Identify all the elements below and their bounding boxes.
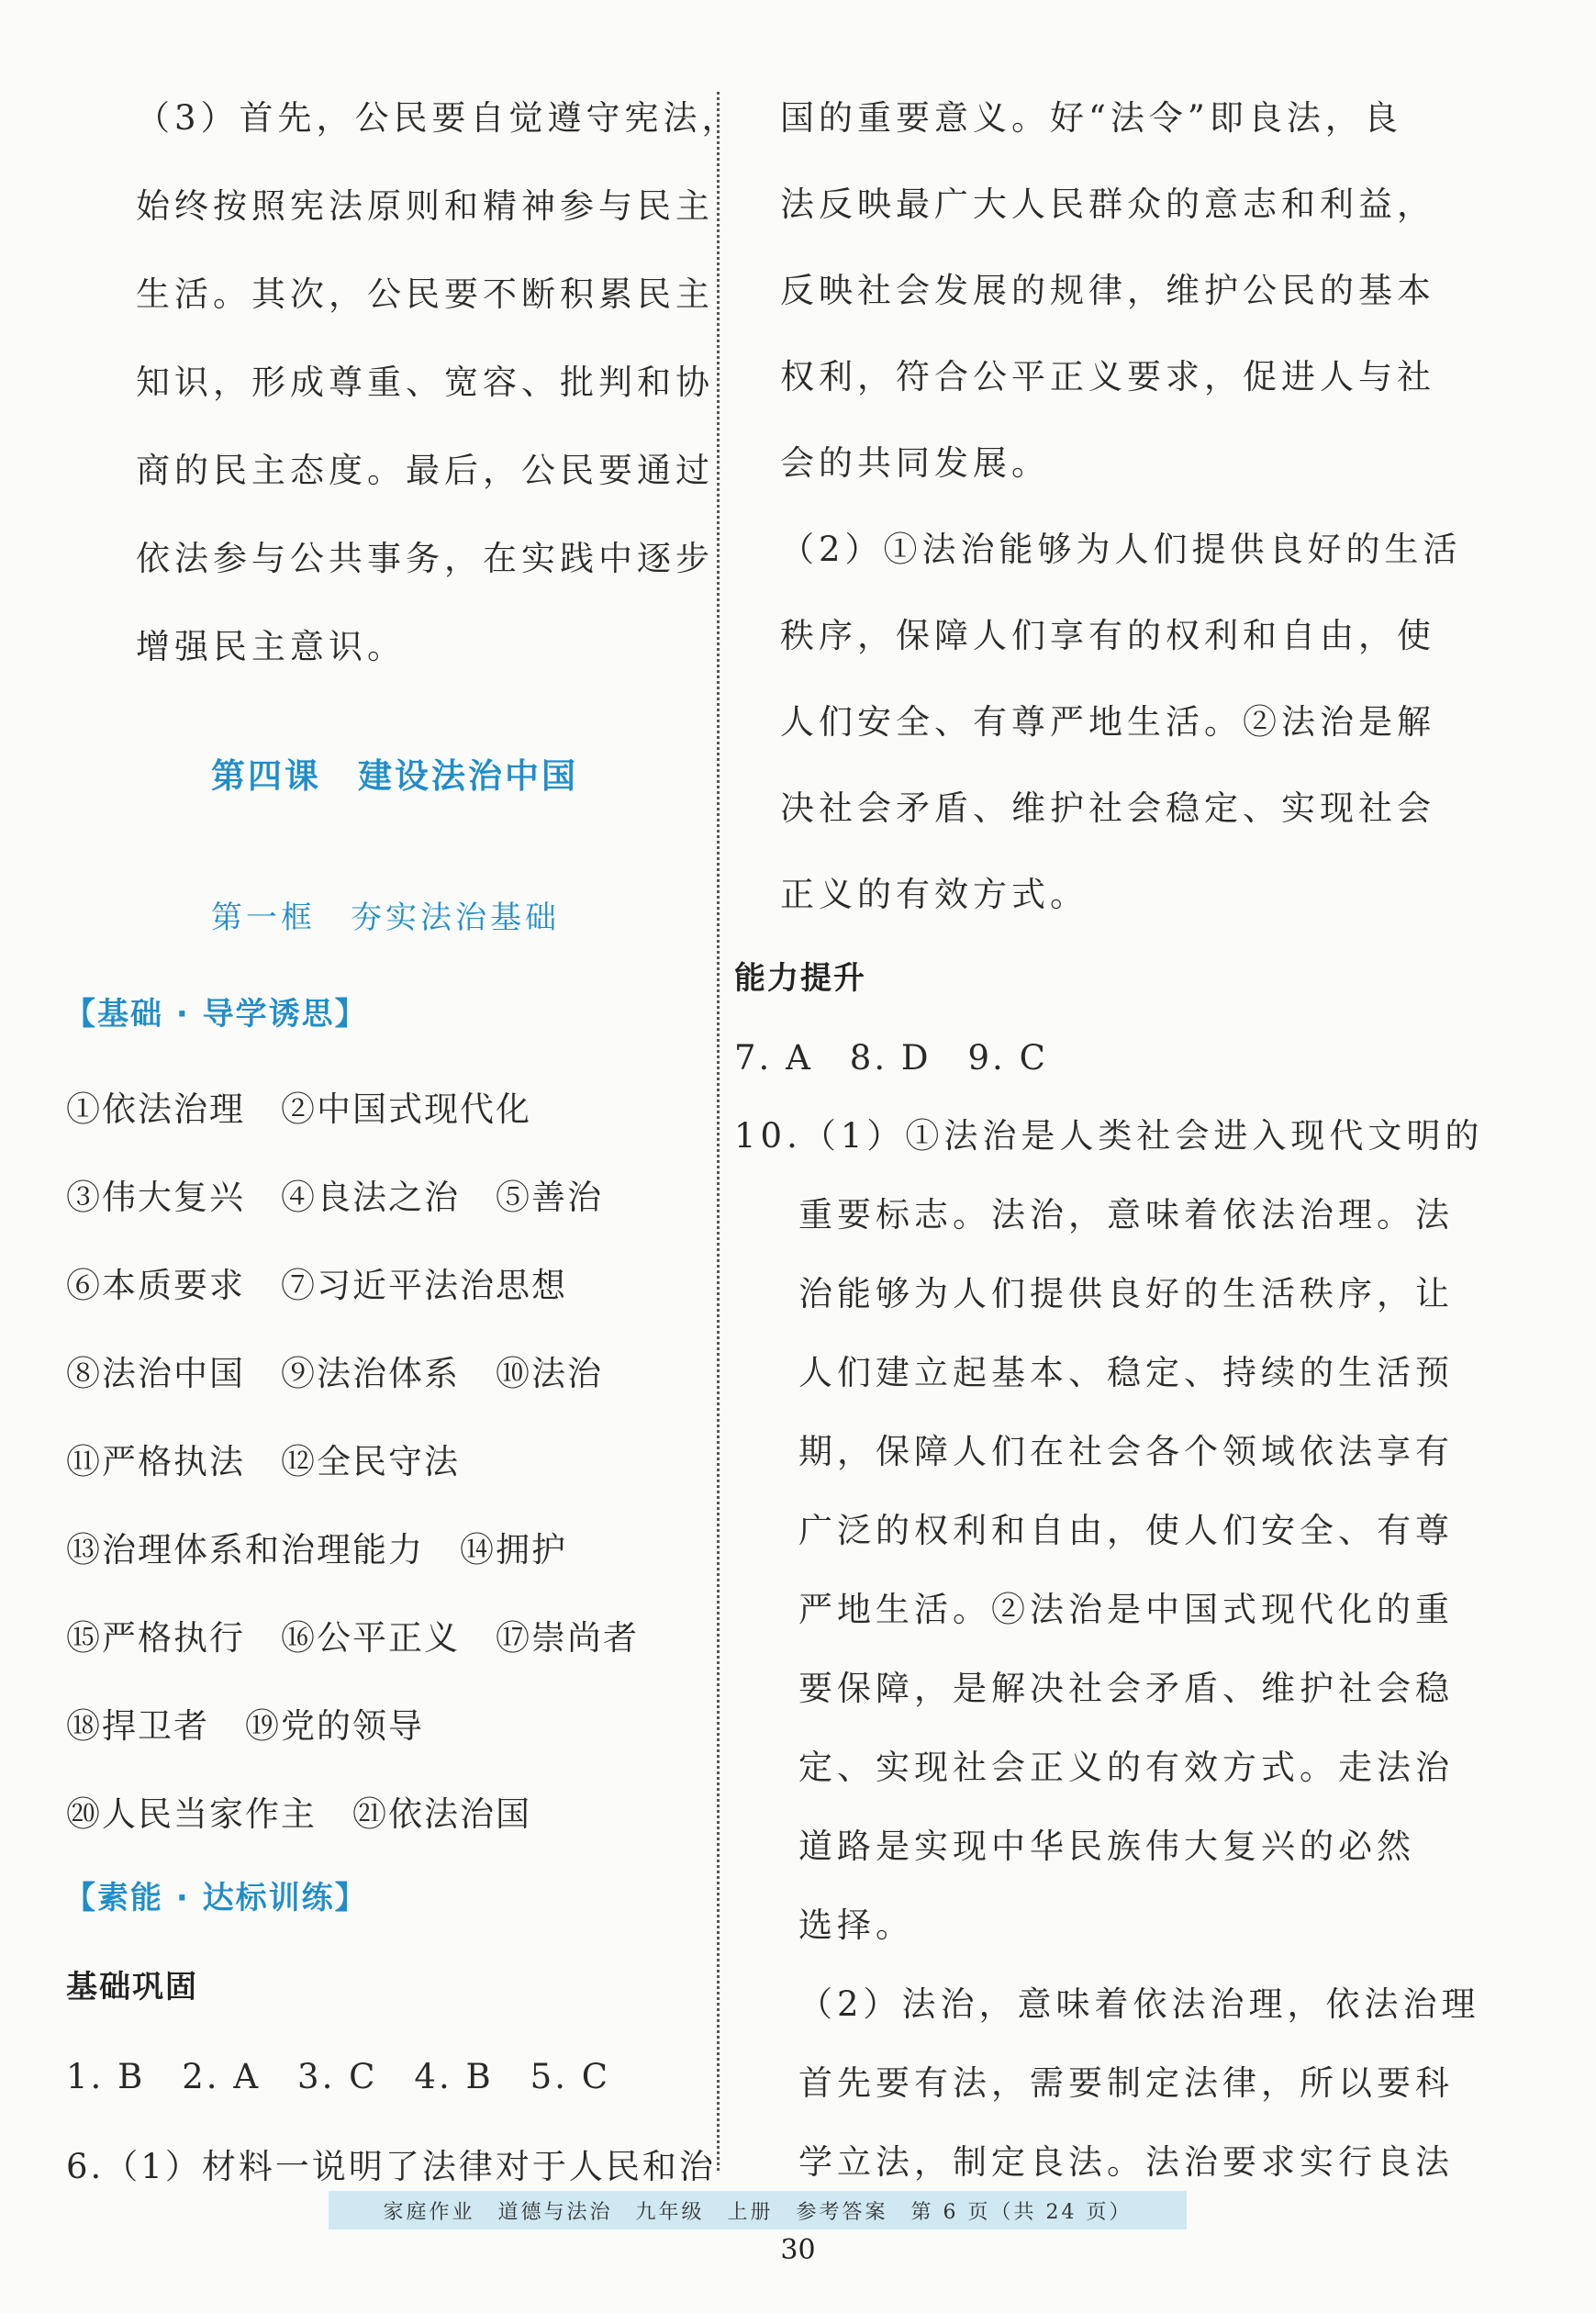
q10-line: 10.（1）①法治是人类社会进入现代文明的 xyxy=(734,1116,1484,1156)
answer-line: 生活。其次，公民要不断积累民主 xyxy=(136,274,714,314)
q10-line: 要保障，是解决社会矛盾、维护社会稳 xyxy=(798,1669,1454,1708)
answer-line: 人们安全、有尊严地生活。②法治是解 xyxy=(780,702,1435,742)
answer-line: （2）①法治能够为人们提供良好的生活 xyxy=(780,530,1462,569)
answer-line: 商的民主态度。最后，公民要通过 xyxy=(136,451,714,490)
answer-line: 正义的有效方式。 xyxy=(780,875,1088,914)
q6-first-line: 6.（1）材料一说明了法律对于人民和治 xyxy=(66,2147,716,2186)
ability-answers: 7. A 8. D 9. C xyxy=(734,1038,1048,1078)
guide-answer-line: ⑬治理体系和治理能力 ⑭拥护 xyxy=(66,1530,567,1570)
basic-answers: 1. B 2. A 3. C 4. B 5. C xyxy=(66,2057,611,2096)
guide-answer-line: ⑳人民当家作主 ㉑依法治国 xyxy=(66,1794,531,1834)
answer-line: 知识，形成尊重、宽容、批判和协 xyxy=(136,363,714,402)
basic-consolidation-title: 基础巩固 xyxy=(66,1969,198,2006)
guide-answer-line: ①依法治理 ②中国式现代化 xyxy=(66,1089,531,1129)
answer-line: 反映社会发展的规律，维护公民的基本 xyxy=(780,271,1435,310)
q10-line: 严地生活。②法治是中国式现代化的重 xyxy=(798,1590,1454,1629)
answer-line: 增强民主意识。 xyxy=(136,627,406,666)
answer-line: 会的共同发展。 xyxy=(780,443,1050,483)
q10-line: 广泛的权利和自由，使人们安全、有尊 xyxy=(798,1511,1454,1550)
section-training-heading: 【素能 · 达标训练】 xyxy=(64,1880,368,1916)
q10-line: 选择。 xyxy=(798,1905,914,1945)
guide-answer-line: ⑧法治中国 ⑨法治体系 ⑩法治 xyxy=(66,1354,603,1393)
q10-line: 人们建立起基本、稳定、持续的生活预 xyxy=(798,1353,1454,1392)
answer-line: 国的重要意义。好“法令”即良法，良 xyxy=(780,98,1402,138)
q10-line: 定、实现社会正义的有效方式。走法治 xyxy=(798,1748,1454,1787)
q10-line: 期，保障人们在社会各个领域依法享有 xyxy=(798,1432,1454,1471)
ability-improvement-title: 能力提升 xyxy=(734,960,866,997)
answer-line: 法反映最广大人民群众的意志和利益， xyxy=(780,184,1435,224)
answer-line: 权利，符合公平正义要求，促进人与社 xyxy=(780,357,1435,397)
frame-title: 第一框 夯实法治基础 xyxy=(211,900,560,936)
answer-line: 始终按照宪法原则和精神参与民主 xyxy=(136,186,714,226)
guide-answer-line: ③伟大复兴 ④良法之治 ⑤善治 xyxy=(66,1178,603,1217)
q10-line: 首先要有法，需要制定法律，所以要科 xyxy=(798,2063,1454,2103)
answer-line: （3）首先，公民要自觉遵守宪法， xyxy=(136,98,741,138)
guide-answer-line: ⑮严格执行 ⑯公平正义 ⑰崇尚者 xyxy=(66,1618,639,1658)
footer-bar: 家庭作业 道德与法治 九年级 上册 参考答案 第 6 页（共 24 页） xyxy=(329,2191,1187,2229)
q10-line: 治能够为人们提供良好的生活秩序，让 xyxy=(798,1274,1454,1313)
guide-answer-line: ⑥本质要求 ⑦习近平法治思想 xyxy=(66,1266,567,1305)
answer-line: 决社会矛盾、维护社会稳定、实现社会 xyxy=(780,788,1435,828)
guide-answer-line: ⑱捍卫者 ⑲党的领导 xyxy=(66,1706,424,1746)
guide-answer-line: ⑪严格执法 ⑫全民守法 xyxy=(66,1442,460,1481)
lesson-title: 第四课 建设法治中国 xyxy=(211,756,578,796)
answer-line: 秩序，保障人们享有的权利和自由，使 xyxy=(780,616,1435,655)
q10-line: （2）法治，意味着依法治理，依法治理 xyxy=(798,1984,1480,2024)
answer-line: 依法参与公共事务，在实践中逐步 xyxy=(136,539,714,578)
section-guide-heading: 【基础 · 导学诱思】 xyxy=(64,996,368,1033)
q10-line: 道路是实现中华民族伟大复兴的必然 xyxy=(798,1827,1415,1866)
column-divider xyxy=(717,92,720,2171)
q10-line: 学立法，制定良法。法治要求实行良法 xyxy=(798,2142,1454,2182)
page-number: 30 xyxy=(780,2234,816,2266)
q10-line: 重要标志。法治，意味着依法治理。法 xyxy=(798,1195,1454,1235)
